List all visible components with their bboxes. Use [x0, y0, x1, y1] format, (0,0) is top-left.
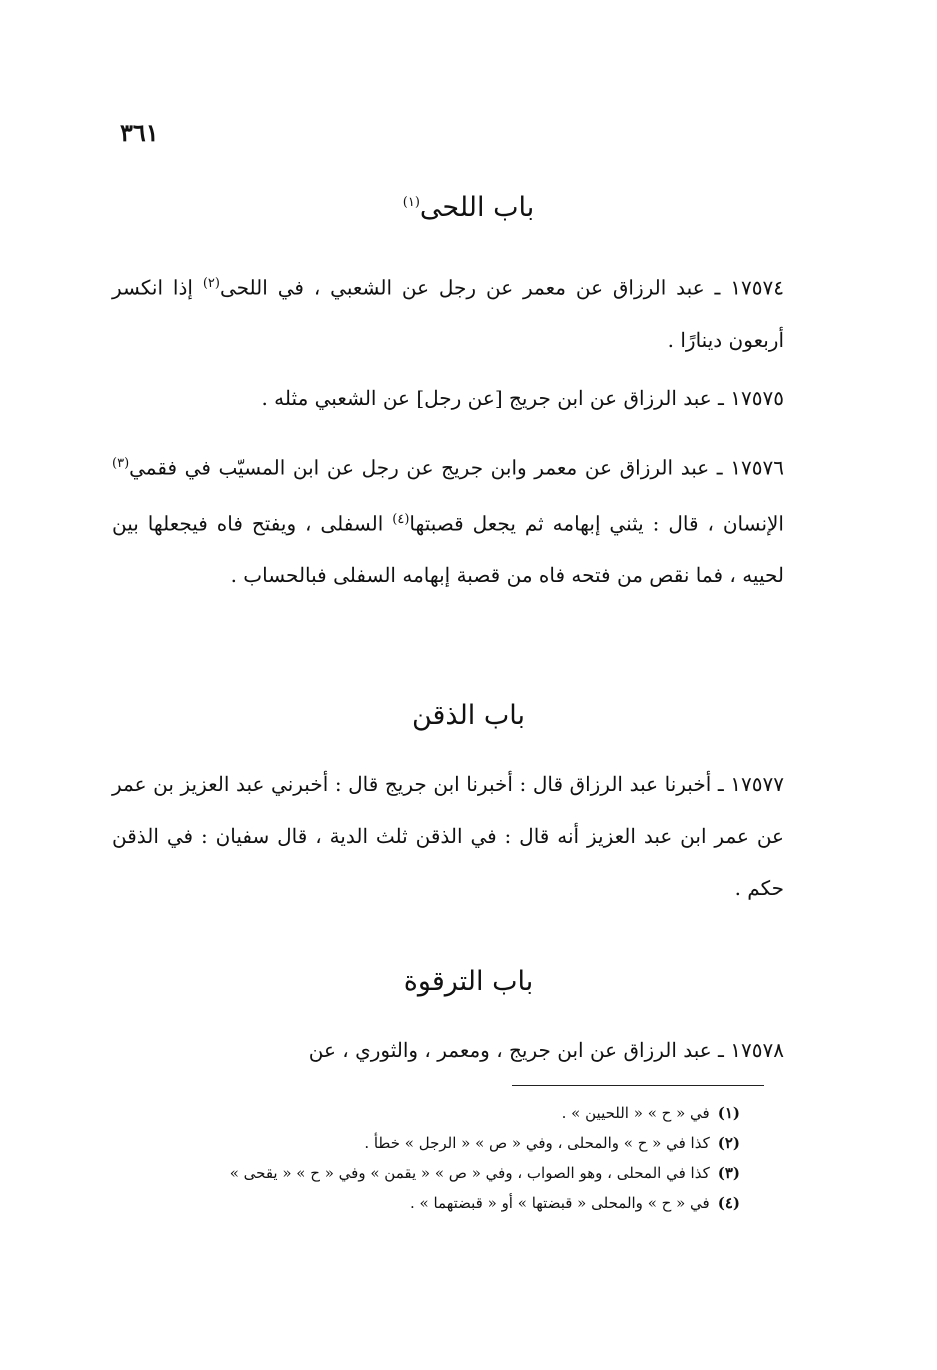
footnote-ref: (٤): [392, 511, 410, 527]
footnote-ref: (١): [402, 195, 420, 210]
hadith-17574: [112, 258, 784, 366]
hadith-17578: [112, 1024, 784, 1076]
section-title-text: باب اللحى: [419, 192, 535, 223]
section-title-text: باب الذقن: [411, 700, 526, 731]
footnote-ref: (٢): [202, 276, 220, 291]
hadith-text-cont: السفلى ، ويفتح فاه فيجعلها بين لحييه ، فما نقص من فتحه فاه من قصبة إبهامه السفلى فبالحساب .: [112, 511, 784, 588]
footnote-text: في « ح » « اللحيين » .: [561, 1104, 710, 1122]
footnote-number: (٣): [717, 1164, 740, 1182]
hadith-17575: [112, 372, 784, 424]
hadith-text: ١٧٥٧٤ ـ عبد الرزاق عن معمر عن رجل عن الشعبي ، في اللحى: [219, 275, 784, 300]
hadith-text: ١٧٥٧٧ ـ أخبرنا عبد الرزاق قال : أخبرنا ابن جريج قال : أخبرني عبد العزيز بن عمر عن عمر ابن عبد العزيز أنه قال : في الذقن ثلث الدية ، قال سفيان : في الذقن حكم .: [112, 772, 784, 900]
hadith-text: ١٧٥٧٥ ـ عبد الرزاق عن ابن جريج [عن رجل] عن الشعبي مثله .: [261, 386, 784, 410]
hadith-text-cont: الإنسان ، قال : يثني إبهامه ثم يجعل قصبتها: [409, 511, 784, 536]
footnote-ref: (٣): [112, 456, 130, 471]
footnote-4: [100, 1188, 740, 1218]
hadith-17577: [112, 758, 784, 914]
footnote-divider: [512, 1085, 764, 1086]
footnote-3: [100, 1158, 740, 1188]
hadith-text-cont: إذا انكسر أربعون دينارًا .: [112, 275, 784, 352]
footnotes: [100, 1098, 740, 1218]
footnote-text: كذا في « ح » والمحلى ، وفي « ص » « الرجل » خطأ .: [364, 1134, 710, 1152]
section-title-tarquwa: [0, 966, 937, 997]
hadith-text: ١٧٥٧٦ ـ عبد الرزاق عن معمر وابن جريج عن رجل عن ابن المسيّب في فقمي: [129, 455, 784, 480]
footnote-number: (٤): [717, 1194, 740, 1212]
page-number: ٣٦١: [120, 118, 159, 147]
section-title-dhaqan: [0, 700, 937, 731]
section-title-text: باب الترقوة: [403, 966, 534, 997]
hadith-17576: [112, 438, 784, 601]
footnote-text: كذا في المحلى ، وهو الصواب ، وفي « ص » « يقمن » وفي « ح » « يقحى »: [229, 1164, 710, 1182]
section-title-lihya: [0, 192, 937, 223]
footnote-number: (١): [717, 1104, 740, 1122]
footnote-2: [100, 1128, 740, 1158]
footnote-text: في « ح » والمحلى « قبضتها » أو « قبضتهما » .: [409, 1194, 710, 1212]
footnote-number: (٢): [717, 1134, 740, 1152]
footnote-1: [100, 1098, 740, 1128]
hadith-text: ١٧٥٧٨ ـ عبد الرزاق عن ابن جريج ، ومعمر ، والثوري ، عن: [308, 1038, 784, 1062]
